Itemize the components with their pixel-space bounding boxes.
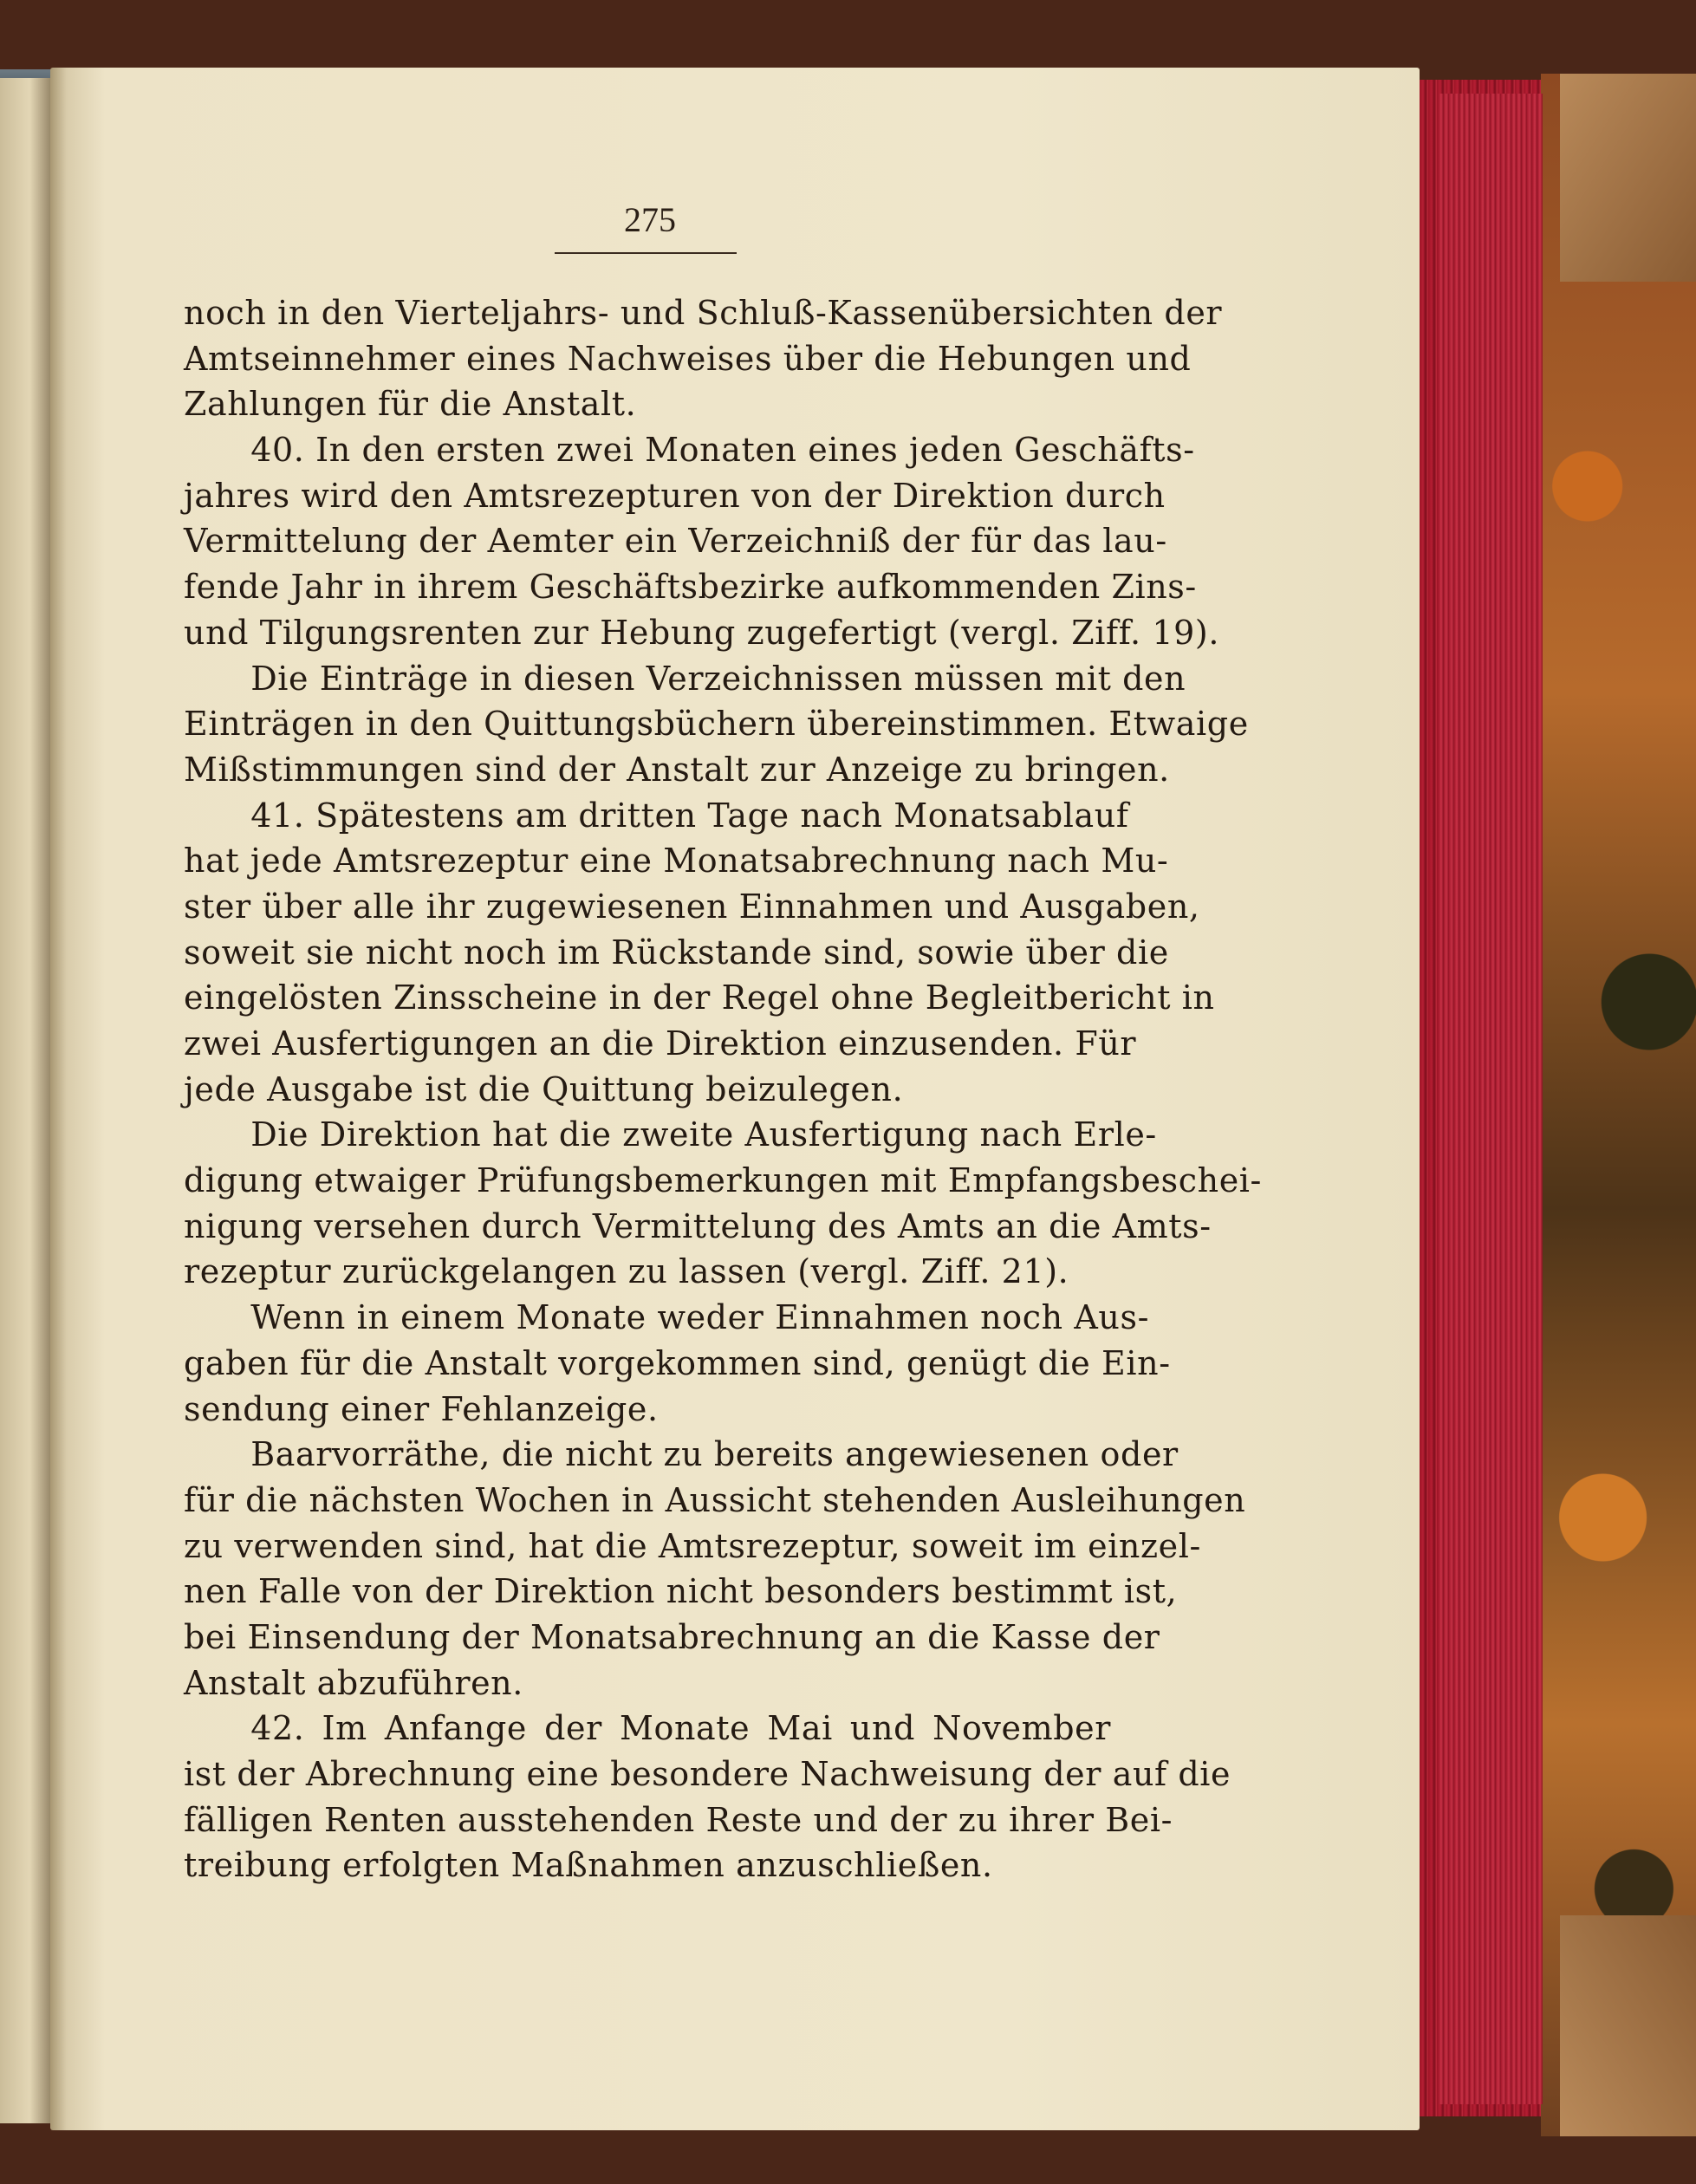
text-line: sendung einer Fehlanzeige. — [184, 1389, 659, 1428]
red-page-edges-inner — [1439, 94, 1543, 2104]
text-line: noch in den Vierteljahrs- und Schluß-Kassenübersichten der — [184, 294, 1223, 332]
text-line: jede Ausgabe ist die Quittung beizulegen. — [184, 1069, 904, 1108]
text-line: ist der Abrechnung eine besondere Nachweisung der auf die — [184, 1755, 1231, 1793]
text-line: und Tilgungsrenten zur Hebung zugefertigt (vergl. Ziff. 19). — [184, 613, 1220, 652]
text-line: für die nächsten Wochen in Aussicht stehenden Ausleihungen — [184, 1480, 1246, 1519]
text-line: fälligen Renten ausstehenden Reste und der zu ihrer Bei- — [184, 1800, 1173, 1839]
text-line: bei Einsendung der Monatsabrechnung an die Kasse der — [184, 1617, 1160, 1656]
text-line: hat jede Amtsrezeptur eine Monatsabrechnung nach Mu- — [184, 842, 1169, 881]
text-line: treibung erfolgten Maßnahmen anzuschließen. — [184, 1846, 993, 1885]
text-line: gaben für die Anstalt vorgekommen sind, genügt die Ein- — [184, 1343, 1171, 1382]
text-line: 42. Im Anfange der Monate Mai und November — [184, 1709, 1111, 1748]
facing-page-edge — [0, 78, 54, 2123]
text-line: Anstalt abzuführen. — [184, 1663, 523, 1702]
text-line: ster über alle ihr zugewiesenen Einnahmen und Ausgaben, — [184, 887, 1200, 926]
page-number: 275 — [624, 200, 676, 239]
text-line: Zahlungen für die Anstalt. — [184, 385, 637, 424]
text-line: nen Falle von der Direktion nicht besonders bestimmt ist, — [184, 1572, 1178, 1611]
text-line: Die Direktion hat die zweite Ausfertigung nach Erle- — [184, 1115, 1157, 1154]
page-number-rule — [555, 252, 737, 254]
text-line: rezeptur zurückgelangen zu lassen (vergl. Ziff. 21). — [184, 1252, 1069, 1291]
text-line: jahres wird den Amtsrezepturen von der Direktion durch — [184, 476, 1166, 515]
text-line: fende Jahr in ihrem Geschäftsbezirke aufkommenden Zins- — [184, 568, 1197, 607]
text-line: Baarvorräthe, die nicht zu bereits angewiesenen oder — [184, 1435, 1179, 1474]
body-text — [184, 290, 1262, 1888]
text-line: Amtseinnehmer eines Nachweises über die Hebungen und — [184, 339, 1192, 378]
text-line: Wenn in einem Monate weder Einnahmen noch Aus- — [184, 1298, 1150, 1337]
text-line: zwei Ausfertigungen an die Direktion einzusenden. Für — [184, 1024, 1137, 1063]
text-line: Vermittelung der Aemter ein Verzeichniß der für das lau- — [184, 522, 1167, 561]
text-line: 40. In den ersten zwei Monaten eines jeden Geschäfts- — [184, 431, 1195, 470]
marbled-cover — [1541, 74, 1696, 2136]
text-line: eingelösten Zinsscheine in der Regel ohne Begleitbericht in — [184, 978, 1215, 1017]
text-line: zu verwenden sind, hat die Amtsrezeptur, soweit im einzel- — [184, 1526, 1201, 1565]
text-line: 41. Spätestens am dritten Tage nach Monatsablauf — [184, 796, 1129, 835]
cover-corner-top — [1560, 74, 1696, 282]
text-line: Mißstimmungen sind der Anstalt zur Anzeige zu bringen. — [184, 750, 1170, 789]
text-line: digung etwaiger Prüfungsbemerkungen mit Empfangsbeschei- — [184, 1161, 1262, 1200]
cover-corner-bottom — [1560, 1915, 1696, 2136]
text-line: Einträgen in den Quittungsbüchern übereinstimmen. Etwaige — [184, 705, 1249, 744]
text-line: Die Einträge in diesen Verzeichnissen müssen mit den — [184, 659, 1186, 698]
text-line: soweit sie nicht noch im Rückstande sind, sowie über die — [184, 933, 1169, 972]
text-line: nigung versehen durch Vermittelung des Amts an die Amts- — [184, 1206, 1212, 1245]
